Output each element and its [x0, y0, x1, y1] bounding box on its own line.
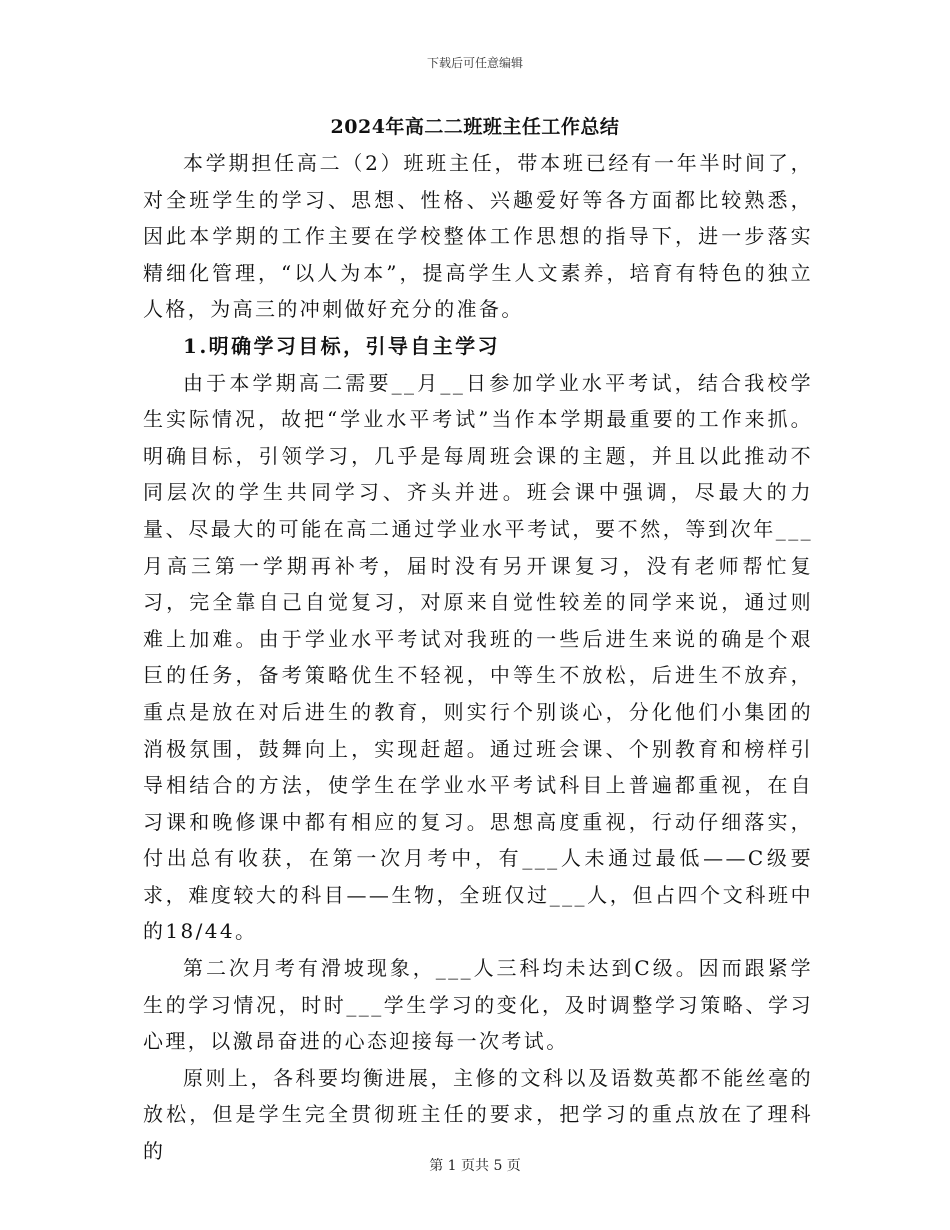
body-paragraph: 原则上，各科要均衡进展，主修的文科以及语数英都不能丝毫的放松，但是学生完全贯彻班主任的要求，把学习的重点放在了理科的 [143, 1065, 813, 1164]
header-note: 下载后可任意编辑 [426, 56, 523, 70]
page-number: 第 1 页共 5 页 [429, 1158, 521, 1174]
document-body [143, 145, 813, 1170]
body-paragraph: 第二次月考有滑坡现象，___人三科均未达到C级。因而跟紧学生的学习情况，时时___学生学习的变化，及时调整学习策略、学习心理，以激昂奋进的心态迎接每一次考试。 [143, 956, 813, 1054]
intro-paragraph: 本学期担任高二（2）班班主任，带本班已经有一年半时间了，对全班学生的学习、思想、性格、兴趣爱好等各方面都比较熟悉，因此本学期的工作主要在学校整体工作思想的指导下，进一步落实精细化管理，“以人为本”，提高学生人文素养，培育有特色的独立人格，为高三的冲刺做好充分的准备。 [143, 151, 813, 322]
body-paragraph: 由于本学期高二需要__月__日参加学业水平考试，结合我校学生实际情况，故把“学业水平考试”当作本学期最重要的工作来抓。明确目标，引领学习，几乎是每周班会课的主题，并且以此推动不同层次的学生共同学习、齐头并进。班会课中强调，尽最大的力量、尽最大的可能在高二通过学业水平考试，要不然，等到次年___月高三第一学期再补考，届时没有另开课复习，没有老师帮忙复习，完全靠自己自觉复习，对原来自觉性较差的同学来说，通过则难上加难。由于学业水平考试对我班的一些后进生来说的确是个艰巨的任务，备考策略优生不轻视，中等生不放松，后进生不放弃，重点是放在对后进生的教育，则实行个别谈心，分化他们小集团的消极氛围，鼓舞向上，实现赶超。通过班会课、个别教育和榜样引导相结合的方法，使学生在学业水平考试科目上普遍都重视，在自习课和晚修课中都有相应的复习。思想高度重视，行动仔细落实，付出总有收获，在第一次月考中，有___人未通过最低——C级要求，难度较大的科目——生物，全班仅过___人，但占四个文科班中的18/44。 [143, 370, 813, 944]
section-heading: 1.明确学习目标，引导自主学习 [183, 333, 500, 358]
document-title: 2024年高二二班班主任工作总结 [330, 116, 620, 138]
